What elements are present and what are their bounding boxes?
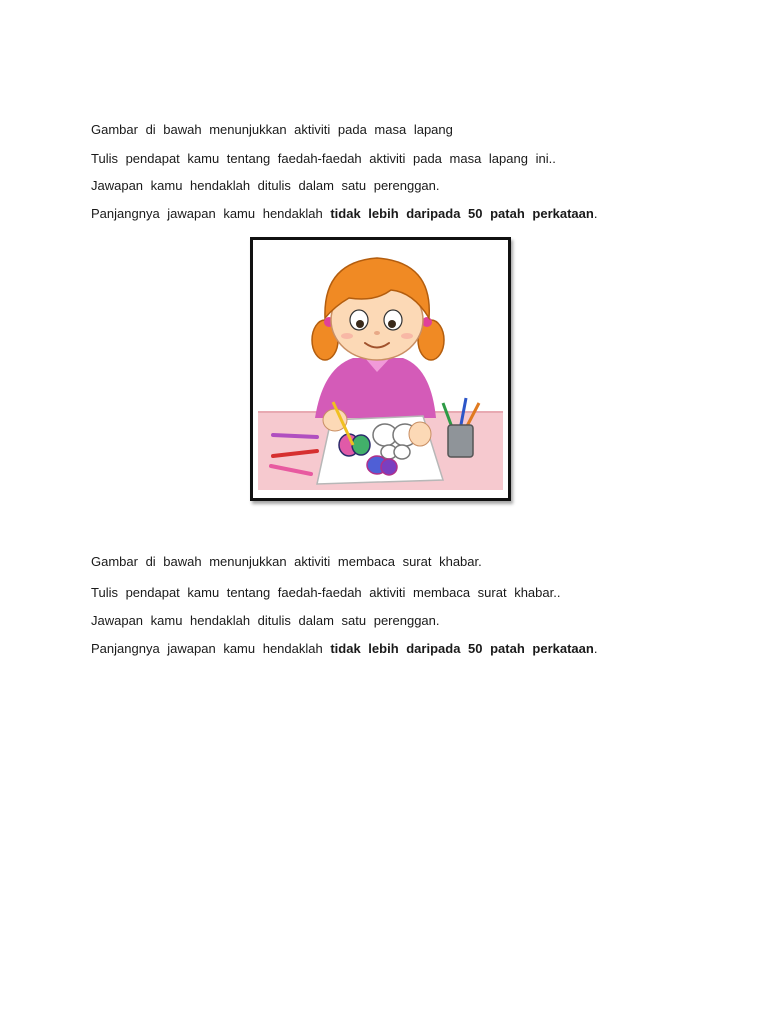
- section1-instruction-1: Gambar di bawah menunjukkan aktiviti pada masa lapang: [91, 122, 453, 137]
- section2-instruction-2: Tulis pendapat kamu tentang faedah-faedah aktiviti membaca surat khabar..: [91, 585, 561, 600]
- section1-instruction-4: [91, 206, 597, 222]
- left-cheek: [341, 333, 353, 339]
- girl-drawing-illustration: [253, 240, 508, 498]
- right-cheek: [401, 333, 413, 339]
- section2-instruction-4: [91, 641, 597, 657]
- illustration-frame: [250, 237, 511, 501]
- right-hand: [409, 422, 431, 446]
- nose: [374, 331, 380, 335]
- section2-instruction-3: Jawapan kamu hendaklah ditulis dalam satu perenggan.: [91, 613, 440, 628]
- section2-instruction-4-text: Panjangnya jawapan kamu hendaklah: [91, 641, 331, 656]
- section1-instruction-2: Tulis pendapat kamu tentang faedah-faedah aktiviti pada masa lapang ini..: [91, 151, 556, 166]
- section2-instruction-1: Gambar di bawah menunjukkan aktiviti membaca surat khabar.: [91, 554, 482, 569]
- left-pupil: [356, 320, 364, 328]
- butterfly-colored: [339, 434, 370, 456]
- section1-instruction-4-end: .: [593, 206, 598, 221]
- section1-word-limit: tidak lebih daripada 50 patah perkataan: [330, 206, 594, 221]
- pencil-purple: [273, 435, 317, 437]
- section1-instruction-3: Jawapan kamu hendaklah ditulis dalam satu perenggan.: [91, 178, 440, 193]
- section2-word-limit: tidak lebih daripada 50 patah perkataan: [330, 641, 594, 656]
- right-pupil: [388, 320, 396, 328]
- pencil-cup: [448, 425, 473, 457]
- section1-instruction-4-text: Panjangnya jawapan kamu hendaklah: [91, 206, 331, 221]
- section2-instruction-4-end: .: [593, 641, 598, 656]
